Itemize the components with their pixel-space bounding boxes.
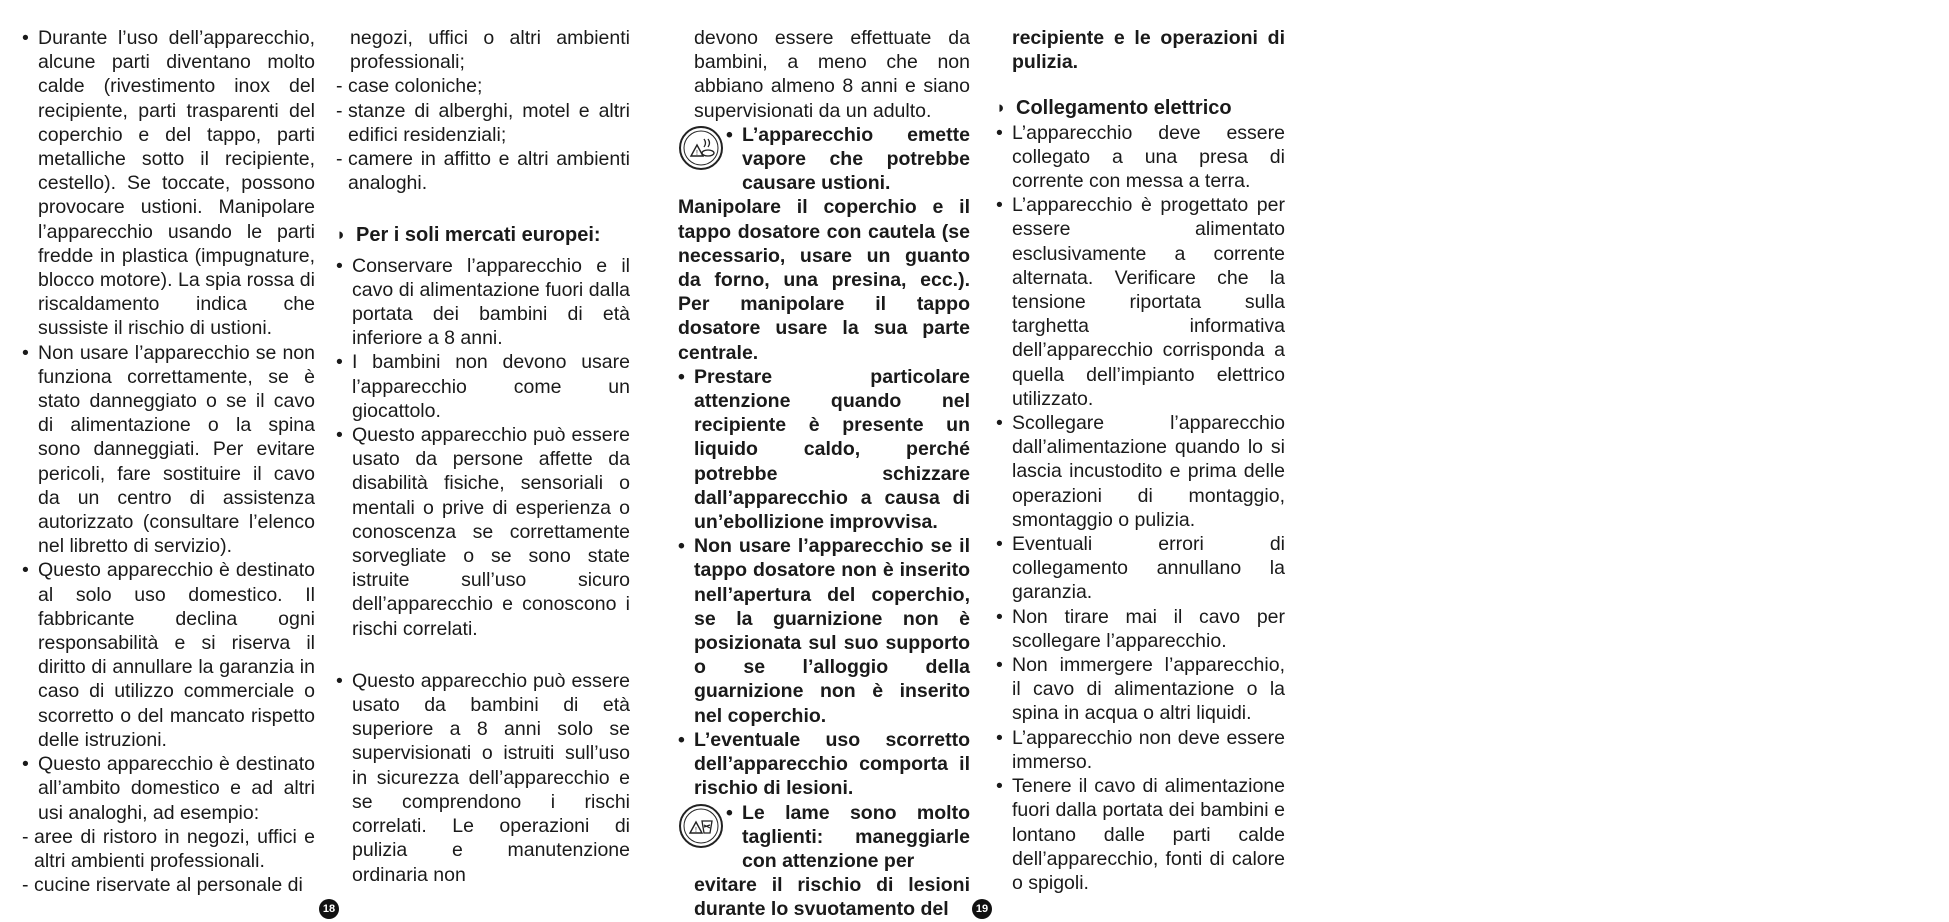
bold-paragraph-handle-lid: Manipolare il coperchio e il tappo dosatore con cautela (se necessario, usare un guanto da forno, una presina, ecc.). Per manipolare il tappo dosatore usare la sua parte centrale.: [678, 196, 970, 364]
svg-text:!: !: [695, 826, 697, 834]
column-1: [22, 26, 315, 897]
continued-text: negozi, uffici o altri ambienti professionali;: [350, 27, 630, 74]
warning-steam-text: • L’apparecchio emette vapore che potrebbe causare ustioni.: [726, 123, 970, 196]
bullet-connection-errors: • Eventuali errori di collegamento annullano la garanzia.: [996, 532, 1285, 605]
section-heading-electrical-connection: ◗ Collegamento elettrico: [996, 96, 1285, 120]
bullet-cord-away: • Tenere il cavo di alimentazione fuori dalla portata dei bambini e lontano dalle parti calde dell’apparecchio, fonti di calore o spigoli.: [996, 774, 1285, 895]
bullet-disabled-persons: • Questo apparecchio può essere usato da persone affette da disabilità fisiche, sensoriali o mentali o prive di esperienza o conoscenza se correttamente sorvegliate o se sono state istruite sull’uso sicuro dell’apparecchio e conoscono i rischi correlati.: [336, 423, 630, 641]
dash-item-rentals: - camere in affitto e altri ambienti analoghi.: [336, 147, 630, 195]
bullet-earthed-socket: • L’apparecchio deve essere collegato a una presa di corrente con messa a terra.: [996, 121, 1285, 194]
bullet-domestic-use: • Questo apparecchio è destinato al solo uso domestico. Il fabbricante declina ogni responsabilità e si riserva il diritto di annullare la garanzia in caso di utilizzo commerciale o scorretto o del mancato rispetto delle istruzioni.: [22, 558, 315, 752]
steam-burn-warning-icon: [678, 125, 724, 171]
warning-steam: [678, 123, 970, 196]
bullet-do-not-immerse: • Non immergere l’apparecchio, il cavo di alimentazione o la spina in acqua o altri liquidi.: [996, 653, 1285, 726]
continued-text: recipiente e le operazioni di pulizia.: [1012, 27, 1285, 74]
bullet-damaged-appliance: • Non usare l’apparecchio se non funziona correttamente, se è stato danneggiato o se il cavo di alimentazione o la spina sono danneggiati. Per evitare pericoli, fare sostituire il cavo da un centro di assistenza autorizzato (consultare l’elenco nel libretto di servizio).: [22, 341, 315, 559]
bullet-alternating-current: • L’apparecchio è progettato per essere alimentato esclusivamente a corrente alternata. Verificare che la tensione riportata sulla targhetta informativa dell’apparecchio corrisponda a quella dell’impianto elettrico utilizzato.: [996, 193, 1285, 411]
section-heading-european-markets: ◗ Per i soli mercati europei:: [336, 223, 630, 247]
column-3: [678, 26, 970, 922]
dash-item-staff-kitchens: - cucine riservate al personale di: [22, 873, 315, 897]
bullet-similar-uses: • Questo apparecchio è destinato all’ambito domestico e ad altri usi analoghi, ad esempio:: [22, 752, 315, 825]
sharp-blades-warning-icon: [678, 803, 724, 849]
bullet-children-over-8: • Questo apparecchio può essere usato da bambini di età superiore a 8 anni solo se supervisionati o istruiti sull’uso in sicurezza dell’apparecchio e se comprendono i rischi correlati. Le operazioni di pulizia e manutenzione ordinaria non: [336, 669, 630, 887]
bullet-hot-parts: • Durante l’uso dell’apparecchio, alcune parti diventano molto calde (rivestimento inox del recipiente, parti trasparenti del coperchio e del tappo, parti metalliche sotto il recipiente, cestello). Se toccate, possono provocare ustioni. Manipolare l’apparecchio usando le parti fredde in plastica (impugnature, blocco motore). La spia rossa di riscaldamento indica che sussiste il rischio di ustioni.: [22, 26, 315, 341]
warning-blades-text: • Le lame sono molto taglienti: maneggiarle con attenzione per: [726, 801, 970, 874]
bullet-hot-liquid: • Prestare particolare attenzione quando nel recipiente è presente un liquido caldo, perché potrebbe schizzare dall’apparecchio a causa di un’ebollizione improvvisa.: [678, 365, 970, 534]
bullet-not-immersed: • L’apparecchio non deve essere immerso.: [996, 726, 1285, 774]
dash-item-shops: - aree di ristoro in negozi, uffici e altri ambienti professionali.: [22, 825, 315, 873]
page-number-right: 19: [972, 899, 992, 919]
bullet-keep-away-children: • Conservare l’apparecchio e il cavo di alimentazione fuori dalla portata dei bambini di età inferiore a 8 anni.: [336, 254, 630, 351]
column-4: [996, 26, 1285, 895]
warning-blades: [678, 801, 970, 874]
bullet-not-toy: • I bambini non devono usare l’apparecchio come un giocattolo.: [336, 350, 630, 423]
bullet-unplug: • Scollegare l’apparecchio dall’alimentazione quando lo si lascia incustodito e prima delle operazioni di montaggio, smontaggio o pulizia.: [996, 411, 1285, 532]
bullet-do-not-pull-cord: • Non tirare mai il cavo per scollegare l’apparecchio.: [996, 605, 1285, 653]
continued-text: devono essere effettuate da bambini, a meno che non abbiano almeno 8 anni e siano supervisionati da un adulto.: [694, 27, 970, 122]
bullet-dosing-cap: • Non usare l’apparecchio se il tappo dosatore non è inserito nell’apertura del coperchio, se la guarnizione non è posizionata sul suo supporto o se l’alloggio della guarnizione non è inserito nel coperchio.: [678, 534, 970, 728]
bold-paragraph-emptying: evitare il rischio di lesioni durante lo svuotamento del: [694, 874, 970, 921]
column-2: [336, 26, 630, 887]
dash-item-farmhouses: - case coloniche;: [336, 74, 630, 98]
page-number-left: 18: [319, 899, 339, 919]
bullet-misuse-injury: • L’eventuale uso scorretto dell’apparecchio comporta il rischio di lesioni.: [678, 728, 970, 801]
dash-item-hotels: - stanze di alberghi, motel e altri edifici residenziali;: [336, 99, 630, 147]
svg-text:!: !: [696, 149, 698, 157]
